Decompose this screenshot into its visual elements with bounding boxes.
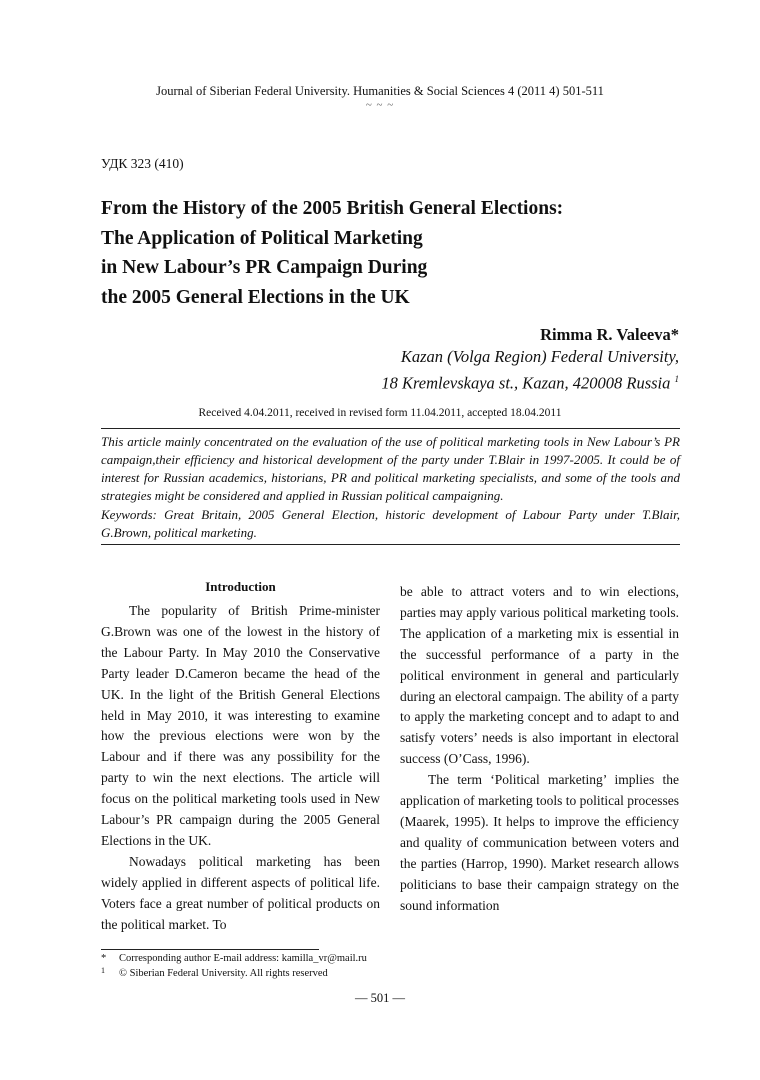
body-paragraph: be able to attract voters and to win elections, parties may apply various political marketing tools. The application of a marketing mix is essential in the successful performance of a party in the political environment in general and particularly during an electoral campaign. The ability of a party to apply the marketing concept and to adapt to and satisfy voters’ needs is also important in electoral success (O’Cass, 1996). xyxy=(400,584,679,767)
footnote-rule xyxy=(101,949,319,950)
body-paragraph: Nowadays political marketing has been widely applied in different aspects of political life. Voters face a great number of political products on the political market. To xyxy=(101,853,380,932)
footnote xyxy=(101,966,328,979)
abstract-top-rule xyxy=(101,428,680,429)
author-name: Rimma R. Valeeva* xyxy=(540,325,679,344)
page-number: — 501 — xyxy=(355,991,405,1005)
title-line: The Application of Political Marketing xyxy=(101,227,423,249)
body-paragraph: The popularity of British Prime-minister G.Brown was one of the lowest in the history of the Labour Party. In May 2010 the Conservative Party leader D.Cameron became the head of the UK. In the light of the British General Elections held in May 2010, it was interesting to examine how the previous elections were won by the Labour and if there was any possibility for the party to win the next elections. The article will focus on the political marketing tools used in New Labour’s PR campaign during the 2005 General Elections in the UK. xyxy=(101,603,380,848)
header-ornament: ~ ~ ~ xyxy=(365,99,395,111)
section-heading: Introduction xyxy=(205,579,276,594)
abstract: This article mainly concentrated on the evaluation of the use of political marketing tools in New Labour’s PR campaign,their efficiency and historical development of the party under T.Blair in 1997-2005. It could be of interest for Russian academics, historians, PR and political marketing specialists, and some of the tools and strategies might be considered and applied in Russian political campaigning. xyxy=(101,434,680,503)
affiliation-line: Kazan (Volga Region) Federal University, xyxy=(400,347,679,366)
affiliation-address: 18 Kremlevskaya st., Kazan, 420008 Russia xyxy=(381,373,675,393)
keywords: Keywords: Great Britain, 2005 General Election, historic development of Labour Party under T.Blair, G.Brown, political marketing. xyxy=(101,507,680,540)
title-line: From the History of the 2005 British General Elections: xyxy=(101,198,564,219)
journal-header: Journal of Siberian Federal University. Humanities & Social Sciences 4 (2011 4) 501-511 xyxy=(156,84,604,98)
footnote xyxy=(101,953,367,964)
affiliation-line xyxy=(381,368,679,395)
body-column-left xyxy=(101,578,380,936)
title-line: the 2005 General Elections in the UK xyxy=(101,286,410,308)
author-affiliation xyxy=(381,346,679,395)
udk-code: УДК 323 (410) xyxy=(101,156,184,171)
footnote-mark: * xyxy=(101,953,107,964)
body-paragraph: The term ‘Political marketing’ implies the application of marketing tools to political processes (Maarek, 1995). It helps to improve the efficiency and quality of communication between voters and the parties (Harrop, 1990). Market research allows politicians to base their campaign strategy on the sound information xyxy=(400,772,679,913)
title-line: in New Labour’s PR Campaign During xyxy=(101,257,428,278)
footnote-text: Corresponding author E-mail address: kamilla_vr@mail.ru xyxy=(119,953,367,964)
body-column-right xyxy=(400,582,679,917)
footnote-text: © Siberian Federal University. All rights reserved xyxy=(119,968,328,979)
received-dates: Received 4.04.2011, received in revised form 11.04.2011, accepted 18.04.2011 xyxy=(198,407,562,419)
abstract-bottom-rule xyxy=(101,544,680,545)
article-title xyxy=(101,194,563,312)
affiliation-footnote-mark: 1 xyxy=(674,374,679,384)
footnote-mark: 1 xyxy=(101,966,105,975)
